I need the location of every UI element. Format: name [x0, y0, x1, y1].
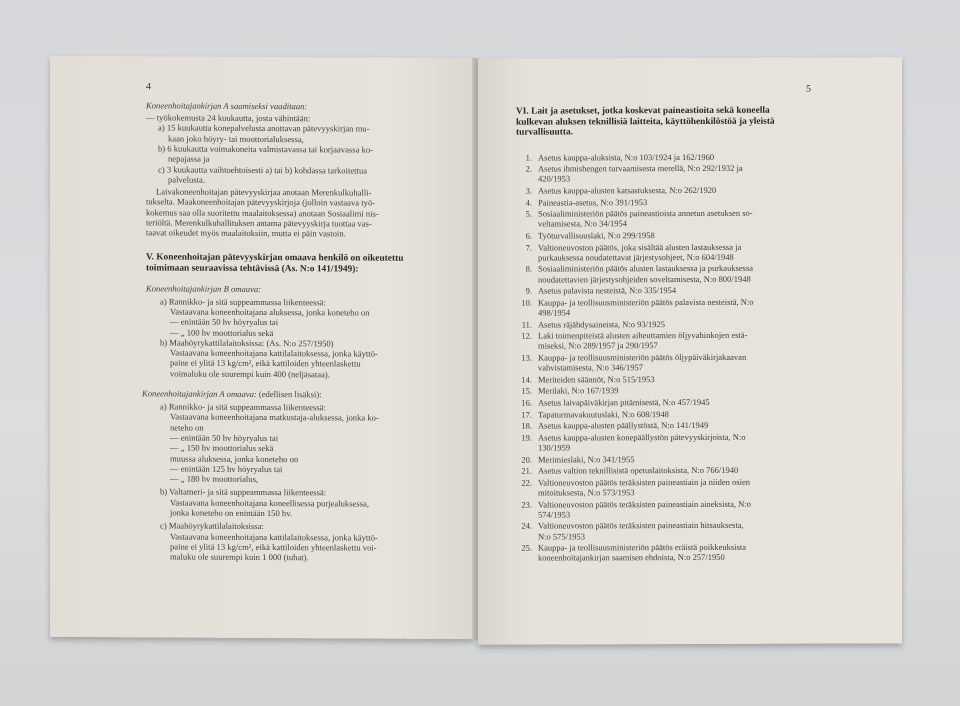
- paragraph-line: taavat oikeudet myös maalaitoksiin, mutta ei päin vastoin.: [146, 227, 346, 239]
- law-list-item: [514, 498, 751, 509]
- a-holder-line: neteho on: [170, 422, 204, 433]
- law-item-text: Asetus kauppa-alusten katsastuksesta, N:o 262/1920: [538, 184, 717, 196]
- law-item-text: Asetus valtion teknillisistä opetuslaitoksista, N:o 766/1940: [538, 464, 739, 476]
- requirement-line: c) 3 kuukautta vaihtoehtoisesti a) tai b) kohdassa tarkoitettua: [158, 163, 368, 176]
- law-item-text: Tapaturmavakuutuslaki, N:o 608/1948: [538, 408, 669, 420]
- law-item-text: Asetus räjähdysaineista, N:o 93/1925: [538, 318, 666, 330]
- law-list-item: [514, 319, 665, 330]
- b-holder-line: a) Rannikko- ja sitä suppeammassa liikenteessä:: [160, 296, 326, 307]
- b-holder-line: — „ 100 hv moottorialus sekä: [170, 327, 274, 338]
- law-item-text: Sosiaaliministeriön päätös paineastioista annetun asetuksen so-: [538, 207, 753, 219]
- law-item-number: 20.: [521, 454, 532, 465]
- heading-a-holder-title: Koneenhoitajankirjan A omaava:: [142, 388, 257, 399]
- law-item-number: 13.: [521, 352, 532, 363]
- law-item-number: 12.: [521, 330, 532, 341]
- law-list-item: [514, 273, 751, 284]
- law-item-number: 24.: [521, 520, 532, 531]
- law-item-number: 5.: [525, 208, 532, 219]
- law-item-text: Laki toimenpiteistä alusten aiheuttamien öljyvahinkojen estä-: [538, 329, 748, 341]
- law-item-text: Valtioneuvoston päätös, joka sisältää alusten lastauksessa ja: [538, 241, 742, 253]
- law-list-item: [514, 307, 570, 317]
- left-page: [50, 56, 474, 639]
- law-list-item: [514, 420, 708, 431]
- a-holder-line: — enintään 50 hv höyryalus tai: [170, 432, 279, 443]
- law-list-item: [514, 386, 619, 397]
- section-vi-heading: turvallisuutta.: [516, 127, 574, 138]
- a-holder-line: b) Valtameri- ja sitä suppeammassa liikenteessä:: [160, 486, 327, 498]
- section-vi-heading: VI. Lait ja asetukset, jotka koskevat paineastioita sekä koneella: [516, 105, 770, 117]
- law-item-number: 18.: [521, 420, 532, 431]
- section-v-heading: toimimaan seuraavissa tehtävissä (As. N:o 141/1949):: [146, 262, 359, 275]
- law-list-item: [514, 252, 734, 263]
- law-list-item: [514, 185, 716, 196]
- law-item-number: 6.: [525, 230, 532, 241]
- law-list-item: [514, 487, 635, 498]
- law-list-item: [514, 151, 714, 162]
- law-list-item: [514, 431, 746, 442]
- law-list-item: [514, 362, 643, 373]
- law-item-text: 574/1953: [538, 509, 571, 520]
- heading-a-holder: [142, 388, 322, 399]
- law-item-number: 11.: [521, 319, 532, 330]
- requirement-line: nepajassa ja: [168, 153, 210, 164]
- requirement-line: b) 6 kuukautta voimakoneita valmistavassa tai korjaavassa ko-: [158, 143, 374, 155]
- a-holder-line: maluku ole suurempi kuin 1 000 (tuhat).: [170, 551, 309, 563]
- law-list-item: [514, 285, 676, 296]
- law-item-number: 22.: [521, 477, 532, 488]
- requirement-line: kaan joko höyry- tai moottorialuksessa,: [168, 133, 304, 144]
- b-holder-line: voimaluku ole suurempi kuin 400 (neljäsataa).: [170, 368, 330, 380]
- law-item-text: Meriteiden säännöt, N:o 515/1953: [538, 373, 655, 385]
- heading-a-holder-note: (edellisen lisäksi):: [256, 388, 322, 400]
- law-item-number: 21.: [521, 465, 532, 476]
- law-item-text: Asetus laivapäiväkirjan pitämisestä, N:o 457/1945: [538, 396, 710, 408]
- law-item-number: 2.: [525, 163, 532, 174]
- law-list-item: [514, 397, 710, 408]
- law-item-text: noudatettavien järjestysohjeiden soveltamisesta, N:o 800/1948: [538, 273, 751, 285]
- right-page: [478, 57, 902, 644]
- a-holder-line: — enintään 125 hv höyryalus tai: [170, 463, 283, 474]
- a-holder-line: muussa aluksessa, jonka koneteho on: [170, 453, 299, 464]
- law-list-item: [514, 174, 570, 184]
- requirement-line: — työkokemusta 24 kuukautta, josta vähintään:: [146, 112, 311, 124]
- b-holder-line: paine ei ylitä 13 kg/cm², eikä kattiloiden yhteenlaskettu: [170, 357, 361, 369]
- law-item-text: vahvistamisesta, N:o 346/1957: [538, 362, 644, 373]
- law-item-text: mitoituksesta, N:o 573/1953: [538, 487, 635, 498]
- law-item-text: Merilaki, N:o 167/1939: [538, 385, 619, 396]
- section-v-heading: V. Koneenhoitajan pätevyyskirjan omaava henkilö on oikeutettu: [146, 251, 404, 264]
- law-list-item: [514, 476, 750, 487]
- law-item-text: Asetus kauppa-aluksista, N:o 103/1924 ja 162/1960: [538, 151, 715, 163]
- law-list-item: [514, 163, 743, 174]
- law-item-text: Kauppa- ja teollisuusministeriön päätös öljypäiväkirjakaavan: [538, 351, 747, 363]
- law-item-number: 15.: [521, 385, 532, 396]
- law-list-item: [514, 352, 746, 363]
- law-item-text: Asetus ihmishengen turvaamisesta merellä, N:o 292/1932 ja: [538, 162, 743, 174]
- law-list-item: [514, 520, 744, 531]
- law-item-number: 3.: [525, 185, 532, 196]
- paragraph-line: tukselta. Maakoneenhoitajan pätevyyskirjoja (jolloin vastaava työ-: [146, 196, 376, 208]
- law-item-text: Asetus palavista nesteistä, N:o 335/1954: [538, 285, 677, 296]
- a-holder-line: Vastaavana koneenhoitajana koneellisessa purjealuksessa,: [170, 497, 370, 509]
- law-list-item: [514, 454, 635, 465]
- law-list-item: [514, 442, 570, 452]
- a-holder-line: — „ 150 hv moottorialus sekä: [170, 442, 274, 454]
- requirement-line: a) 15 kuukautta konepalvelusta anottavan pätevyyskirjan mu-: [158, 122, 370, 134]
- law-item-number: 16.: [521, 397, 532, 408]
- law-list-item: [514, 330, 747, 341]
- law-item-number: 8.: [525, 263, 532, 274]
- b-holder-line: Vastaavana koneenhoitajana aluksessa, jonka koneteho on: [170, 306, 370, 318]
- law-item-text: Valtioneuvoston päätös teräksisten paineastiain ja niiden osien: [538, 476, 750, 488]
- law-item-text: Kauppa- ja teollisuusministeriön päätös palavista nesteistä, N:o: [538, 296, 754, 308]
- b-holder-line: Vastaavana koneenhoitajana kattilalaitoksessa, jonka käyttö-: [170, 347, 378, 359]
- law-item-number: 17.: [521, 409, 532, 420]
- a-holder-line: a) Rannikko- ja sitä suppeammassa liikenteessä:: [160, 401, 326, 413]
- law-list-item: [514, 531, 585, 542]
- a-holder-line: Vastaavana koneenhoitajana kattilalaitoksessa, jonka käyttö-: [170, 531, 378, 543]
- law-list-item: [514, 465, 738, 476]
- paragraph-line: teriöltä. Merenkulkuhallituksen antama pätevyyskirja tuottaa vas-: [146, 217, 372, 229]
- law-list-item: [514, 340, 658, 351]
- a-holder-line: jonka koneteho on enintään 150 hv.: [170, 507, 293, 519]
- law-item-text: Työturvallisuuslaki, N:o 299/1958: [538, 230, 655, 241]
- law-item-number: 10.: [521, 297, 532, 308]
- law-item-text: purkauksessa noudatettavat järjestysohjeet, N:o 604/1948: [538, 251, 734, 263]
- law-list-item: [514, 552, 725, 563]
- law-item-text: Asetus kauppa-alusten päällystöstä, N:o 141/1949: [538, 420, 709, 431]
- law-item-text: veltamisesta, N:o 34/1954: [538, 218, 628, 229]
- law-item-text: 498/1954: [538, 307, 571, 318]
- law-item-text: 130/1959: [538, 442, 571, 453]
- law-item-number: 1.: [525, 152, 532, 163]
- law-list-item: [514, 219, 627, 230]
- law-item-number: 25.: [521, 542, 532, 553]
- a-holder-line: — „ 180 hv moottorialus,: [170, 473, 259, 485]
- law-list-item: [514, 296, 754, 307]
- law-list-item: [514, 197, 647, 208]
- law-item-text: Merimieslaki, N:o 341/1955: [538, 453, 635, 465]
- paragraph-line: kokemus saa olla suoritettu maalaitoksessa) anotaan Sosiaalimi nis-: [146, 207, 379, 219]
- b-holder-line: b) Maahöyrykattilalaitoksissa: (As. N:o 257/1950): [160, 337, 334, 349]
- law-list-item: [514, 409, 669, 420]
- law-item-number: 14.: [521, 374, 532, 385]
- law-item-text: koneenhoitajankirjan saamisen ehdoista, N:o 257/1950: [538, 552, 725, 563]
- section-vi-heading: kulkevan aluksen teknillisiä laitteita, käyttöhenkilöstöä ja yleistä: [516, 116, 775, 128]
- law-item-text: N:o 575/1953: [538, 530, 585, 542]
- right-page-number: 5: [806, 83, 811, 95]
- heading-b-holder: Koneenhoitajankirjan B omaava:: [146, 282, 262, 294]
- law-item-text: Valtioneuvoston päätös teräksisten paineastiain hitsauksesta,: [538, 520, 744, 531]
- a-holder-line: paine ei ylitä 13 kg/cm², eikä kattiloiden yhteenlaskettu voi-: [170, 541, 377, 553]
- heading-a-requirements: Koneenhoitajankirjan A saamiseksi vaaditaan:: [146, 100, 308, 112]
- law-item-number: 23.: [521, 499, 532, 510]
- law-item-text: 420/1953: [538, 173, 571, 184]
- a-holder-line: c) Maahöyrykattilalaitoksissa:: [160, 520, 264, 532]
- law-item-text: Sosiaaliministeriön päätös alusten lastauksessa ja purkauksessa: [538, 263, 754, 274]
- requirement-line: palvelusta.: [168, 174, 205, 185]
- left-page-number: 4: [146, 81, 151, 93]
- law-item-text: Valtioneuvoston päätös teräksisten paineastiain aineksista, N:o: [538, 498, 751, 510]
- law-item-number: 4.: [525, 197, 532, 208]
- law-list-item: [514, 509, 570, 519]
- law-item-text: Paineastia-asetus, N:o 391/1953: [538, 196, 648, 208]
- law-item-text: Asetus kauppa-alusten konepäällystön pätevyyskirjoista, N:o: [538, 431, 746, 443]
- law-item-text: Kauppa- ja teollisuusministeriön päätös eräistä poikkeuksista: [538, 541, 746, 553]
- b-holder-line: — enintään 50 hv höyryalus tai: [170, 316, 279, 328]
- law-item-number: 19.: [521, 432, 532, 443]
- law-item-number: 7.: [525, 242, 532, 253]
- law-item-text: miseksi, N:o 289/1957 ja 290/1957: [538, 340, 658, 351]
- law-list-item: [514, 208, 753, 219]
- law-list-item: [514, 230, 655, 241]
- a-holder-line: Vastaavana koneenhoitajana matkustaja-aluksessa, jonka ko-: [170, 411, 379, 423]
- law-list-item: [514, 374, 655, 385]
- law-item-number: 9.: [525, 285, 532, 296]
- paragraph-line: Laivakoneenhoitajan pätevyyskirjaa anotaan Merenkulkuhalli-: [156, 186, 372, 198]
